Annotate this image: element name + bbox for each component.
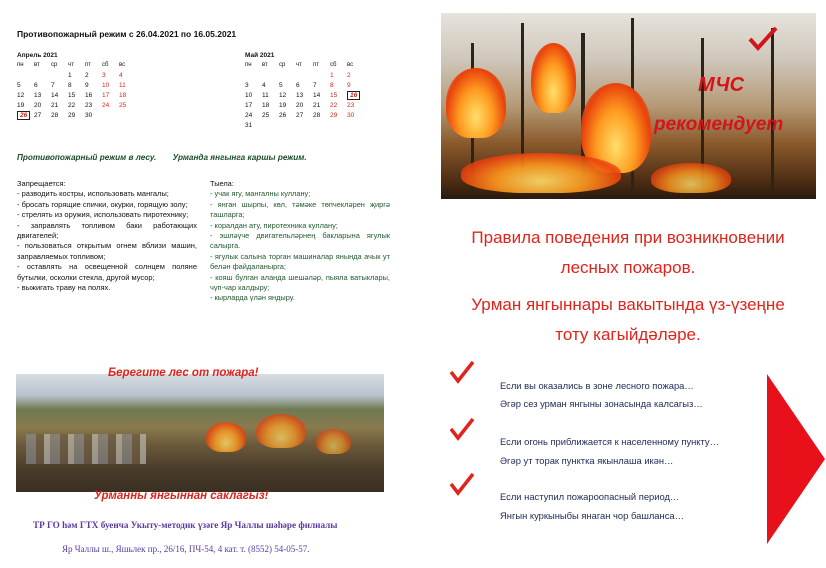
week-row: [245, 100, 364, 110]
week-row: [17, 70, 136, 80]
list-item: - бросать горящие спички, окурки, горящую золу;: [17, 199, 188, 209]
day-cell: 28: [51, 111, 59, 119]
day-cell: 18: [262, 101, 270, 109]
day-cell: 7: [51, 81, 55, 89]
day-cell: [51, 70, 68, 80]
list-heading: Тыела:: [210, 179, 234, 188]
heading-line: лесных пожаров.: [560, 258, 696, 277]
day-cell: 3: [245, 81, 249, 89]
rules-heading-tt: [428, 290, 826, 350]
weekday-label: пт: [85, 62, 91, 68]
subtitle: [17, 153, 321, 162]
day-cell: [313, 70, 330, 80]
day-cell: [330, 120, 347, 130]
weekday-label: ср: [51, 62, 58, 68]
day-cell: [102, 110, 119, 120]
day-cell: [119, 110, 136, 120]
list-item: - коралдан ату, пиротехника куллану;: [210, 220, 338, 230]
day-cell: 22: [68, 101, 76, 109]
day-cell: [262, 120, 279, 130]
list-item: - кырларда үлән яндыру.: [210, 293, 295, 303]
week-row: [245, 110, 364, 120]
weekday-label: сб: [330, 62, 337, 68]
day-cell: 17: [102, 91, 110, 99]
tip-ru: Если огонь приближается к населенному пункту…: [500, 436, 719, 447]
weekday-row: [17, 60, 136, 70]
tip-tt: Әгәр ут торак пунктка якынлаша икән…: [500, 455, 674, 466]
day-cell: 8: [330, 81, 334, 89]
weekday-label: чт: [68, 62, 74, 68]
week-row: [245, 70, 364, 80]
day-cell: 24: [102, 101, 110, 109]
day-cell: 25: [262, 111, 270, 119]
month-name: Май 2021: [245, 52, 275, 59]
day-cell: 3: [102, 71, 106, 79]
forbidden-list-tt: [210, 179, 390, 304]
day-cell: 13: [34, 91, 42, 99]
list-item: - разводить костры, использовать мангалы;: [17, 189, 169, 199]
weekday-label: вт: [34, 62, 40, 68]
day-cell: 1: [68, 71, 72, 79]
day-cell: 20: [34, 101, 42, 109]
day-cell: 18: [119, 91, 127, 99]
day-cell: 30: [347, 111, 355, 119]
weekday-label: пн: [245, 62, 252, 68]
week-row: [17, 90, 136, 100]
day-cell: [245, 70, 262, 80]
day-cell: 2: [85, 71, 89, 79]
list-item: - эшләүче двигательләрнең бакларына ягулык салырга.: [210, 231, 390, 251]
day-cell: [296, 70, 313, 80]
calendar-may: [245, 52, 364, 130]
day-cell: [347, 120, 364, 130]
day-cell: 11: [262, 91, 269, 99]
badge-mchs: МЧС: [698, 74, 745, 96]
day-cell: 2: [347, 71, 351, 79]
day-cell: 4: [262, 81, 266, 89]
weekday-label: вт: [262, 62, 268, 68]
weekday-label: пн: [17, 62, 24, 68]
day-cell: 12: [279, 91, 287, 99]
subtitle-ru: Противопожарный режим в лесу.: [17, 153, 157, 162]
week-row: [17, 80, 136, 90]
tip-tt: Әгәр сез урман янгыны зонасында калсагыз…: [500, 398, 703, 409]
week-row: [17, 100, 136, 110]
day-cell: 16: [85, 91, 93, 99]
day-cell: 22: [330, 101, 338, 109]
day-cell: 7: [313, 81, 317, 89]
day-cell: 6: [296, 81, 300, 89]
list-item: - пользоваться открытым огнем вблизи машин, заправляемых топливом;: [17, 241, 197, 261]
day-cell: 30: [85, 111, 93, 119]
day-cell: [313, 120, 330, 130]
list-item: - стрелять из оружия, использовать пиротехнику;: [17, 210, 189, 220]
week-row: [245, 90, 364, 100]
day-cell: 6: [34, 81, 38, 89]
month-name: Апрель 2021: [17, 52, 58, 59]
list-item: - оставлять на освещенной солнцем поляне бутылки, осколки стекла, другой мусор;: [17, 262, 197, 282]
week-row: [245, 120, 364, 130]
list-item: - учак ягу, мангалны куллану;: [210, 189, 311, 199]
checkmark-icon: [448, 471, 476, 502]
week-row: [17, 110, 136, 120]
list-item: - янган шырпы, көл, тәмәке төпчекләрен җиргә ташларга;: [210, 199, 390, 220]
day-cell: 19: [17, 101, 25, 109]
calendar-april: [17, 52, 136, 120]
day-cell: 1: [330, 71, 334, 79]
day-cell: 21: [51, 101, 59, 109]
day-cell: 27: [34, 111, 42, 119]
day-cell: 28: [313, 111, 321, 119]
day-cell: 19: [279, 101, 287, 109]
weekday-label: чт: [296, 62, 302, 68]
checkmark-icon: [748, 26, 778, 57]
heading-line: Урман янгыннары вакытында үз-үзеңне: [471, 295, 785, 314]
tip-ru: Если вы оказались в зоне лесного пожара…: [500, 380, 694, 391]
footer-address: Яр Чаллы ш., Яшьлек пр., 26/16, ПЧ-54, 4 кат. т. (8552) 54-05-57.: [62, 544, 310, 554]
day-cell: 26: [279, 111, 287, 119]
weekday-row: [245, 60, 364, 70]
weekday-label: ср: [279, 62, 286, 68]
tip-ru: Если наступил пожароопасный период…: [500, 491, 680, 502]
day-cell: 9: [347, 81, 351, 89]
grass-fire-photo: [16, 374, 384, 492]
weekday-label: вс: [347, 62, 354, 68]
highlighted-day: 16: [347, 91, 360, 100]
day-cell: 15: [330, 91, 338, 99]
day-cell: 5: [279, 81, 283, 89]
day-cell: 25: [119, 101, 127, 109]
subtitle-tt: Урманда янгынга каршы режим.: [172, 153, 307, 162]
day-cell: 13: [296, 91, 304, 99]
heading-line: тоту кагыйдәләре.: [555, 325, 701, 344]
tip-tt: Янгын куркыныбы янаган чор башланса…: [500, 510, 684, 521]
day-cell: [17, 110, 34, 120]
day-cell: [347, 90, 364, 100]
arrow-right-icon: [767, 374, 825, 544]
day-cell: [279, 70, 296, 80]
day-cell: 11: [119, 81, 126, 89]
day-cell: 9: [85, 81, 89, 89]
list-item: - выжигать траву на полях.: [17, 283, 111, 293]
day-cell: 20: [296, 101, 304, 109]
day-cell: [296, 120, 313, 130]
forbidden-list-ru: [17, 179, 197, 293]
calendar-grid: [245, 60, 364, 130]
weekday-label: сб: [102, 62, 109, 68]
day-cell: 23: [347, 101, 355, 109]
highlighted-day: 26: [17, 111, 30, 120]
weekday-label: пт: [313, 62, 319, 68]
calendar-grid: [17, 60, 136, 120]
day-cell: 15: [68, 91, 76, 99]
list-item: - кояш булган аланда шешәләр, пыяла ватыклары, чүп-чар калдыру;: [210, 272, 390, 293]
slogan-ru: Берегите лес от пожара!: [108, 367, 259, 379]
regime-title: Противопожарный режим с 26.04.2021 по 16.05.2021: [17, 29, 237, 39]
checkmark-icon: [448, 416, 476, 447]
footer-org: ТР ГО һәм ГТХ буенча Укыту-методик үзәге Яр Чаллы шәһәре филиалы: [33, 520, 338, 530]
list-item: - ягулык салына торган машиналар янында ачык ут белән файдаланырга;: [210, 251, 390, 272]
day-cell: 4: [119, 71, 123, 79]
week-row: [245, 80, 364, 90]
day-cell: 14: [51, 91, 59, 99]
list-heading: Запрещается:: [17, 179, 66, 188]
slogan-tt: Урманны янгыннан саклагыз!: [94, 490, 269, 502]
day-cell: [279, 120, 296, 130]
day-cell: 23: [85, 101, 93, 109]
badge-recommends: рекомендует: [654, 114, 784, 135]
list-item: - заправлять топливом баки работающих двигателей;: [17, 220, 197, 241]
day-cell: [262, 70, 279, 80]
day-cell: 14: [313, 91, 321, 99]
rules-heading-ru: [428, 223, 826, 283]
day-cell: 29: [330, 111, 338, 119]
day-cell: [17, 70, 34, 80]
day-cell: 21: [313, 101, 321, 109]
day-cell: 10: [102, 81, 110, 89]
day-cell: 10: [245, 91, 253, 99]
day-cell: 31: [245, 121, 253, 129]
weekday-label: вс: [119, 62, 126, 68]
day-cell: 8: [68, 81, 72, 89]
day-cell: [34, 70, 51, 80]
day-cell: 17: [245, 101, 253, 109]
checkmark-icon: [448, 359, 476, 390]
day-cell: 29: [68, 111, 76, 119]
day-cell: 27: [296, 111, 304, 119]
heading-line: Правила поведения при возникновении: [471, 228, 785, 247]
day-cell: 5: [17, 81, 21, 89]
day-cell: 12: [17, 91, 25, 99]
day-cell: 24: [245, 111, 253, 119]
